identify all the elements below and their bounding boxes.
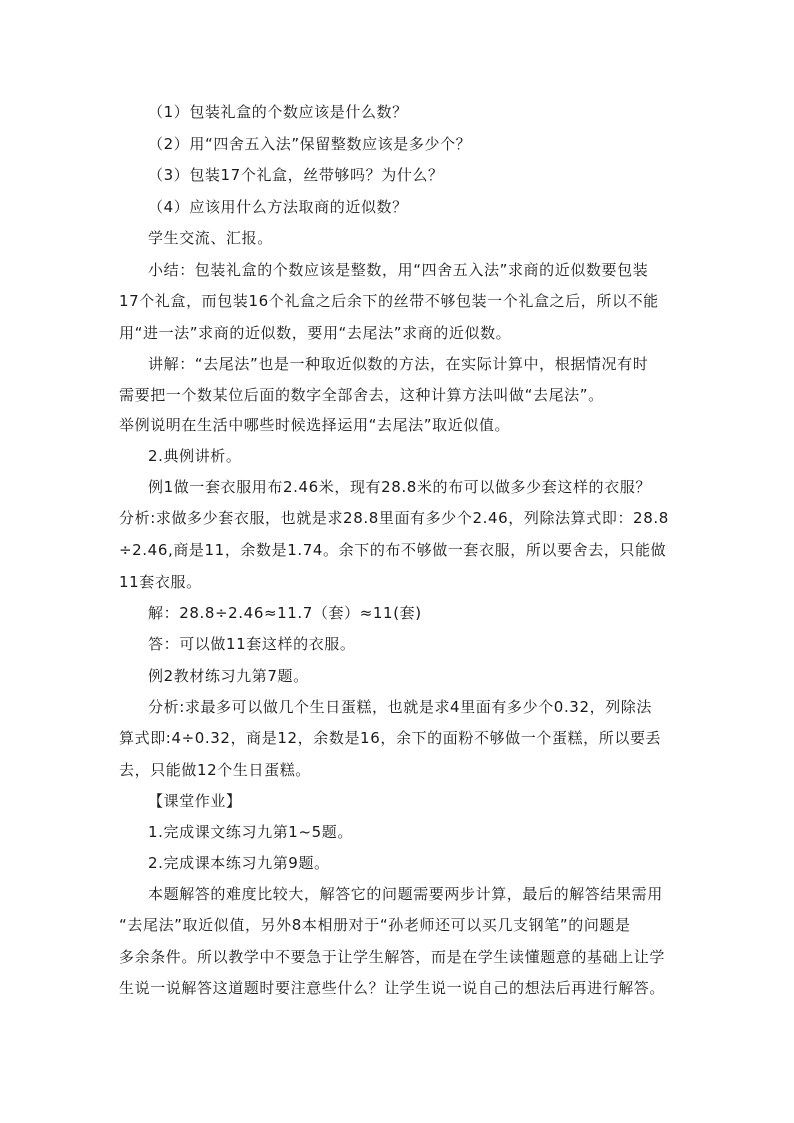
section-heading: 2.典例讲析。 xyxy=(148,447,242,465)
question-1: （1）包装礼盒的个数应该是什么数？ xyxy=(148,103,408,121)
paragraph-line: 学生交流、汇报。 xyxy=(148,229,273,247)
analysis-line: 11套衣服。 xyxy=(119,573,202,591)
analysis-line: 分析:求最多可以做几个生日蛋糕，也就是求4里面有多少个0.32，列除法 xyxy=(148,698,652,716)
summary-line: 用“进一法”求商的近似数，要用“去尾法”求商的近似数。 xyxy=(119,324,512,342)
note-line: “去尾法”取近似值，另外8本相册对于“孙老师还可以买几支钢笔”的问题是 xyxy=(119,916,631,934)
explanation-line: 需要把一个数某位后面的数字全部舍去，这种计算方法叫做“去尾法”。 xyxy=(119,386,604,404)
summary-line: 17个礼盒，而包装16个礼盒之后余下的丝带不够包装一个礼盒之后，所以不能 xyxy=(119,292,659,310)
question-2: （2）用“四舍五入法”保留整数应该是多少个？ xyxy=(148,135,472,153)
homework-item: 1.完成课文练习九第1~5题。 xyxy=(148,823,353,841)
analysis-line: 算式即:4÷0.32，商是12，余数是16，余下的面粉不够做一个蛋糕，所以要丢 xyxy=(119,729,662,747)
example-1-line: 例1做一套衣服用布2.46米，现有28.8米的布可以做多少套这样的衣服？ xyxy=(148,478,651,496)
answer-line: 答：可以做11套这样的衣服。 xyxy=(148,635,356,653)
question-4: （4）应该用什么方法取商的近似数？ xyxy=(148,198,408,216)
analysis-line: 去，只能做12个生日蛋糕。 xyxy=(119,761,311,779)
analysis-line: 分析:求做多少套衣服，也就是求28.8里面有多少个2.46，列除法算式即：28.8 xyxy=(119,509,669,527)
note-line: 多余条件。所以教学中不要急于让学生解答，而是在学生读懂题意的基础上让学 xyxy=(119,948,666,966)
question-3: （3）包装17个礼盒，丝带够吗？为什么？ xyxy=(148,166,444,184)
section-heading: 【课堂作业】 xyxy=(148,792,242,810)
paragraph-line: 举例说明在生活中哪些时候选择运用“去尾法”取近似值。 xyxy=(119,416,511,434)
analysis-line: ÷2.46,商是11，余数是1.74。余下的布不够做一套衣服，所以要舍去，只能做 xyxy=(119,541,667,559)
homework-item: 2.完成课本练习九第9题。 xyxy=(148,854,330,872)
explanation-line: 讲解：“去尾法”也是一种取近似数的方法，在实际计算中，根据情况有时 xyxy=(148,355,649,373)
solution-line: 解：28.8÷2.46≈11.7（套）≈11(套) xyxy=(148,604,422,622)
note-line: 生说一说解答这道题时要注意些什么？让学生说一说自己的想法后再进行解答。 xyxy=(119,979,666,997)
example-2-line: 例2教材练习九第7题。 xyxy=(148,667,309,685)
note-line: 本题解答的难度比较大，解答它的问题需要两步计算，最后的解答结果需用 xyxy=(148,885,663,903)
summary-line: 小结：包装礼盒的个数应该是整数，用“四舍五入法”求商的近似数要包装 xyxy=(148,261,649,279)
